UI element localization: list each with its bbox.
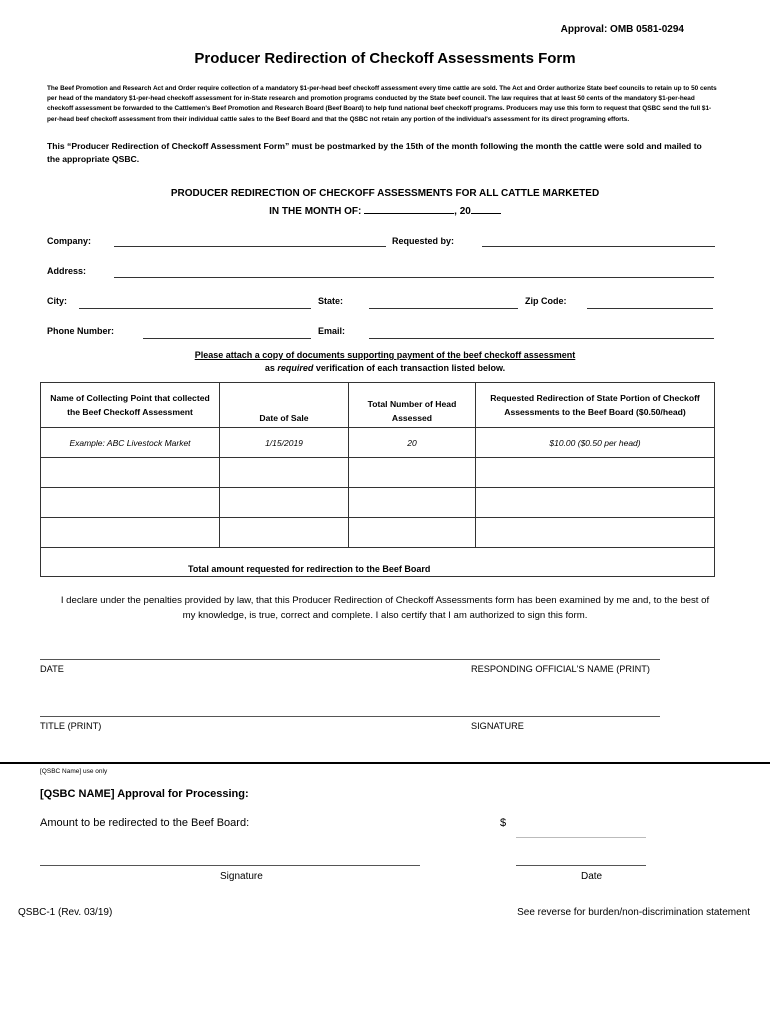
postmark-note: This “Producer Redirection of Checkoff Assessment Form” must be postmarked by the 15th of the month following the month the cattle were sold and mailed to the appropriate QSBC. [47,141,702,164]
omb-approval-number: Approval: OMB 0581-0294 [560,24,684,35]
table-cell[interactable] [349,518,476,548]
qsbc-date-line[interactable] [516,865,646,866]
section-heading: PRODUCER REDIRECTION OF CHECKOFF ASSESSMENTS FOR ALL CATTLE MARKETED [170,188,600,199]
month-of-label: IN THE MONTH OF: [269,206,362,217]
table-cell[interactable] [349,458,476,488]
requested-by-field[interactable] [482,246,715,247]
attach-line-2-post: verification of each transaction listed below. [313,363,506,373]
example-amount: $10.00 ($0.50 per head) [476,428,715,458]
table-cell[interactable] [41,458,220,488]
table-cell[interactable] [349,488,476,518]
attach-line-2 [0,362,770,375]
table-cell[interactable] [476,458,715,488]
header-date-of-sale: Date of Sale [220,383,349,428]
qsbc-divider [0,762,770,764]
amount-field[interactable] [516,837,646,838]
attach-line-2-required: required [277,363,314,373]
table-header-row [41,383,715,428]
table-row [41,518,715,548]
form-title: Producer Redirection of Checkoff Assessments Form [194,50,576,67]
example-head: 20 [349,428,476,458]
requested-by-label: Requested by: [392,236,455,246]
attach-line-2-pre: as [264,363,278,373]
table-cell[interactable] [41,518,220,548]
table-cell[interactable] [476,488,715,518]
address-label: Address: [47,266,87,276]
year-prefix: , 20 [454,206,471,217]
example-date: 1/15/2019 [220,428,349,458]
state-field[interactable] [369,308,518,309]
qsbc-date-caption: Date [581,871,603,882]
attach-line-1: Please attach a copy of documents supporting payment of the beef checkoff assessment [194,350,576,360]
email-field[interactable] [369,338,714,339]
zip-label: Zip Code: [525,296,567,306]
reverse-note: See reverse for burden/non-discrimination statement [517,907,750,918]
qsbc-use-only: [QSBC Name] use only [40,768,108,775]
title-signature-line[interactable] [40,716,660,717]
email-label: Email: [318,326,346,336]
address-field[interactable] [114,277,714,278]
intro-paragraph: The Beef Promotion and Research Act and Order require collection of a mandatory $1-per-head beef checkoff assessment every time cattle are sold. The Act and Order authorize State beef councils to retain up to 50 cents per head of the mandatory $1-per-head checkoff assessment for in-State research and promotion programs conducted by the State beef council. The law requires that at least 50 cents of the mandatory $1-per-head checkoff assessment be forwarded to the Cattlemen's Beef Promotion and Research Board (Beef Board) to help fund national beef checkoff programs. Producers may use this form to request that QSBC send the full $1-per-head beef checkoff assessment from their individual cattle sales to the Beef Board and that the QSBC not retain any portion of the individual's assessment for its direct programing efforts. [47,85,717,123]
month-blank[interactable] [364,203,454,214]
table-cell[interactable] [220,488,349,518]
header-head-assessed: Total Number of Head Assessed [349,383,476,428]
header-collecting-point: Name of Collecting Point that collected the Beef Checkoff Assessment [41,383,220,428]
amount-redirect-label: Amount to be redirected to the Beef Board: [40,817,250,829]
attach-instruction [0,349,770,375]
city-label: City: [47,296,67,306]
header-redirection-amount: Requested Redirection of State Portion of Checkoff Assessments to the Beef Board ($0.50/head) [476,383,715,428]
declaration-text [0,593,770,623]
zip-field[interactable] [587,308,713,309]
title-caption: TITLE (PRINT) [40,721,102,731]
city-field[interactable] [79,308,311,309]
date-caption: DATE [40,664,64,674]
official-name-caption: RESPONDING OFFICIAL'S NAME (PRINT) [471,664,650,674]
qsbc-approval-heading: [QSBC NAME] Approval for Processing: [40,788,249,800]
table-cell[interactable] [220,458,349,488]
example-collecting-point: Example: ABC Livestock Market [41,428,220,458]
declaration-body: I declare under the penalties provided by law, that this Producer Redirection of Checkoff Assessments form has been examined by me and, to the best of my knowledge, is true, correct and complete. I also certify that I am authorized to sign this form. [60,595,710,621]
form-id: QSBC-1 (Rev. 03/19) [18,907,113,918]
qsbc-signature-line[interactable] [40,865,420,866]
dollar-sign: $ [500,817,507,829]
table-row [41,488,715,518]
signature-caption: SIGNATURE [471,721,524,731]
phone-label: Phone Number: [47,326,115,336]
table-cell[interactable] [41,488,220,518]
table-cell[interactable] [476,518,715,548]
table-row [41,458,715,488]
transactions-table [40,382,715,577]
table-cell[interactable] [220,518,349,548]
phone-field[interactable] [143,338,311,339]
qsbc-signature-caption: Signature [220,871,263,882]
company-label: Company: [47,236,92,246]
company-field[interactable] [114,246,386,247]
total-amount-cell[interactable] [476,548,715,577]
total-amount-label: Total amount requested for redirection to the Beef Board [188,564,431,574]
example-row [41,428,715,458]
month-of-line [0,203,770,217]
date-name-signature-line[interactable] [40,659,660,660]
state-label: State: [318,296,344,306]
year-blank[interactable] [471,203,501,214]
